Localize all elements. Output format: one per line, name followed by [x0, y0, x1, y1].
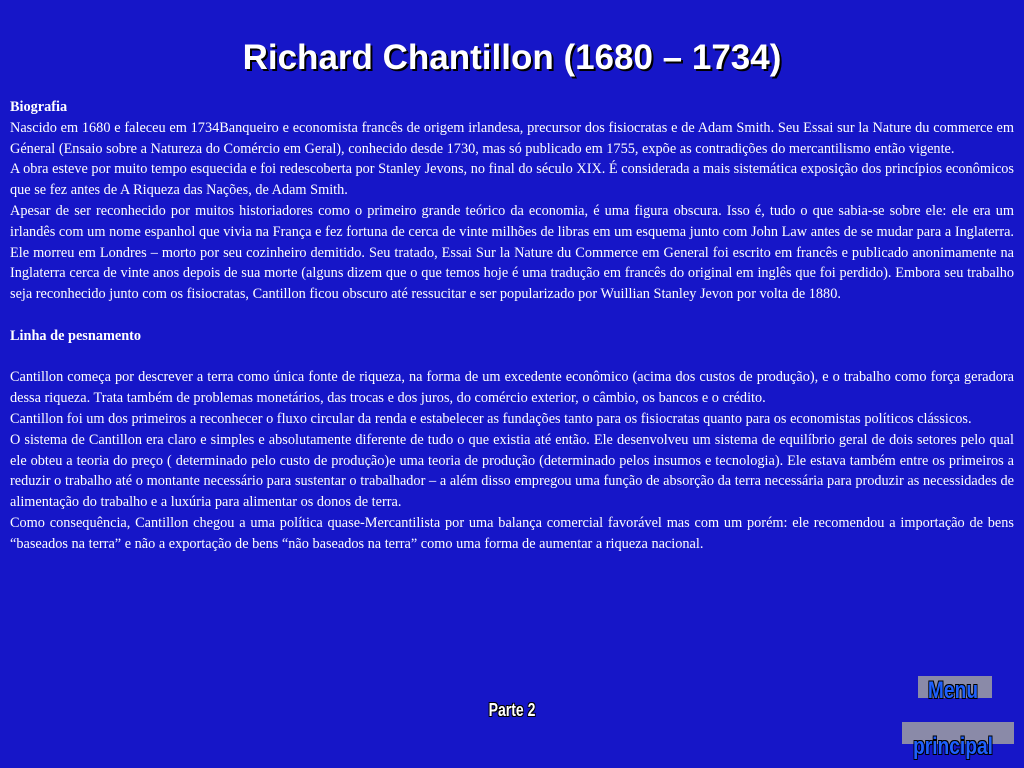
- biografia-paragraph-1: Nascido em 1680 e faleceu em 1734Banqueiro e economista francês de origem irlandesa, precursor dos fisiocratas e de Adam Smith. Seu Essai sur la Nature du commerce em Géneral (Ensaio sobre a Natureza do Comércio em Geral), conhecido desde 1730, mas só publicado em 1755, expõe as contradições do mercantilismo então vigente.: [10, 119, 1014, 157]
- biografia-paragraph-2: A obra esteve por muito tempo esquecida e foi redescoberta por Stanley Jevons, no final do século XIX. É considerada a mais sistemática exposição dos princípios econômicos que se fez antes de A Riqueza das Nações, de Adam Smith.: [10, 161, 1014, 199]
- linha-paragraph-2: Cantillon foi um dos primeiros a reconhecer o fluxo circular da renda e estabelecer as fundações tanto para os fisiocratas quanto para os economistas políticos clássicos.: [10, 410, 972, 427]
- menu-button-label-line-2: principal: [912, 733, 994, 760]
- slide-title: Richard Chantillon (1680 – 1734): [242, 38, 782, 77]
- linha-paragraph-1: Cantillon começa por descrever a terra como única fonte de riqueza, na forma de um excedente econômico (acima dos custos de produção), e o trabalho como força geradora dessa riqueza. Trata também de problemas monetários, das trocas e dos juros, do comércio exterior, o câmbio, os bancos e o crédito.: [10, 369, 1014, 407]
- parte-2-link[interactable]: Parte 2: [488, 700, 536, 720]
- menu-principal-button[interactable]: [888, 670, 1018, 766]
- biografia-heading: Biografia: [10, 99, 68, 115]
- slide-body: [10, 97, 1014, 555]
- spacer: [10, 347, 1014, 368]
- spacer: [10, 305, 1014, 326]
- linha-heading: Linha de pesnamento: [10, 327, 142, 344]
- biografia-paragraph-3: Apesar de ser reconhecido por muitos historiadores como o primeiro grande teórico da economia, é uma figura obscura. Isso é, tudo o que sabia-se sobre ele: ele era um irlandês com um nome espanhol que vivia na França e fez fortuna de cerca de vinte milhões de libras em um esquema junto com John Law antes de se mudar para a Inglaterra. Ele morreu em Londres – morto por seu cozinheiro demitido. Seu tratado, Essai Sur la Nature du Commerce em General foi escrito em francês e publicado anonimamente na Inglaterra cerca de vinte anos depois de sua morte (alguns dizem que o que temos hoje é uma tradução em francês do original em inglês que foi perdido). Embora seu trabalho seja reconhecido junto com os fisiocratas, Cantillon ficou obscuro até ressucitar e ser popularizado por Wuillian Stanley Jevon por volta de 1880.: [10, 202, 1014, 303]
- menu-button-label-line-1: Menu: [927, 677, 979, 704]
- linha-paragraph-3: O sistema de Cantillon era claro e simples e absolutamente diferente de tudo o que existia até então. Ele desenvolveu um sistema de equilíbrio geral de dois setores pelo qual ele obteu a teoria do preço ( determinado pelo custo de produção)e uma teoria de produção (determinado pelos insumos e tecnologia). Ele estava também entre os primeiros a reduzir o trabalho até o montante necessário para sustentar o trabalhador – a além disso empregou uma função de absorção da terra necessária para produzir as necessidades de alimentação do trabalho e a luxúria para alimentar os donos de terra.: [10, 431, 1014, 511]
- linha-paragraph-4: Como consequência, Cantillon chegou a uma política quase-Mercantilista por uma balança comercial favorável mas com um porém: ele recomendou a importação de bens “baseados na terra” e não a exportação de bens “não baseados na terra” como uma forma de aumentar a riqueza nacional.: [10, 514, 1014, 552]
